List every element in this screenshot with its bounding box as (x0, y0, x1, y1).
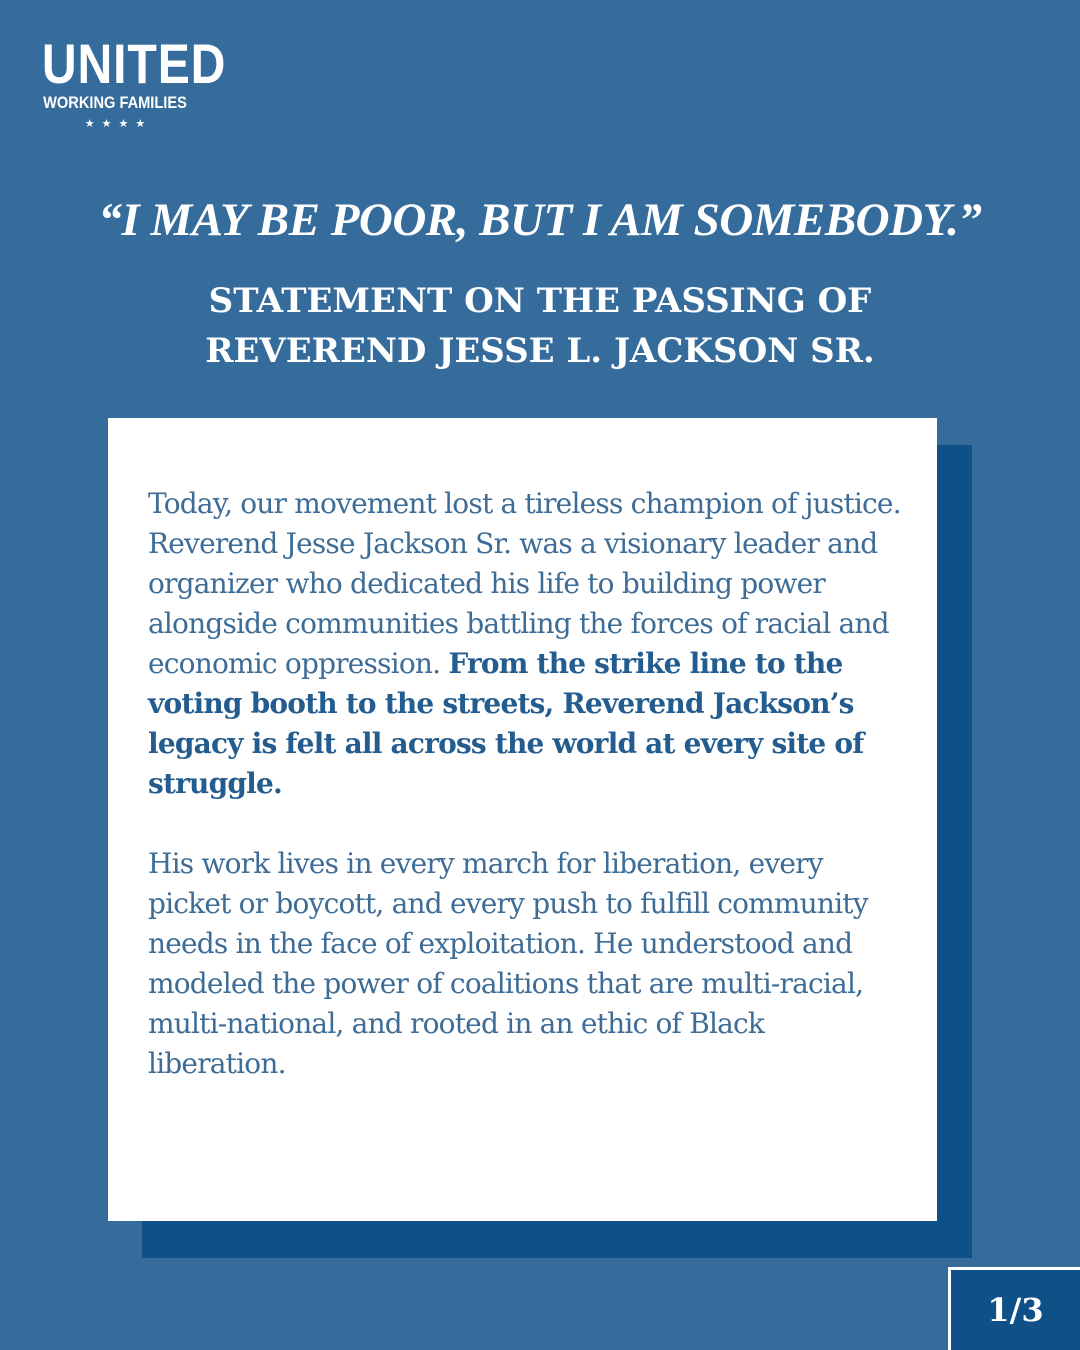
logo-subtitle: WORKING FAMILIES (43, 93, 187, 112)
statement-title-line-1: STATEMENT ON THE PASSING OF (208, 281, 872, 321)
paragraph-1-text: Today, our movement lost a tireless champion of justice. Reverend Jesse Jackson Sr. was a visionary leader and organizer who dedicated his life to building power alongside communities battling the forces of racial and economic oppression. (148, 487, 901, 680)
statement-title (0, 276, 1080, 376)
statement-title-line-2: REVEREND JESSE L. JACKSON SR. (205, 331, 875, 371)
logo-stars-icon: ★★★★ (84, 117, 153, 130)
headline-quote: “I MAY BE POOR, BUT I AM SOMEBODY.” (98, 194, 982, 246)
statement-body (148, 484, 908, 1084)
united-working-families-logo (30, 32, 227, 132)
logo-wordmark: UNITED (41, 32, 227, 95)
page-indicator: 1/3 (948, 1267, 1080, 1350)
statement-paragraph-1 (148, 484, 908, 804)
statement-card (108, 418, 937, 1221)
paragraph-1-emphasis: From the strike line to the voting booth to the streets, Reverend Jackson’s legacy is felt all across the world at every site of struggle. (148, 647, 864, 800)
statement-paragraph-2: His work lives in every march for liberation, every picket or boycott, and every push to fulfill community needs in the face of exploitation. He understood and modeled the power of coalitions that are multi-racial, multi-national, and rooted in an ethic of Black liberation. (148, 847, 868, 1080)
